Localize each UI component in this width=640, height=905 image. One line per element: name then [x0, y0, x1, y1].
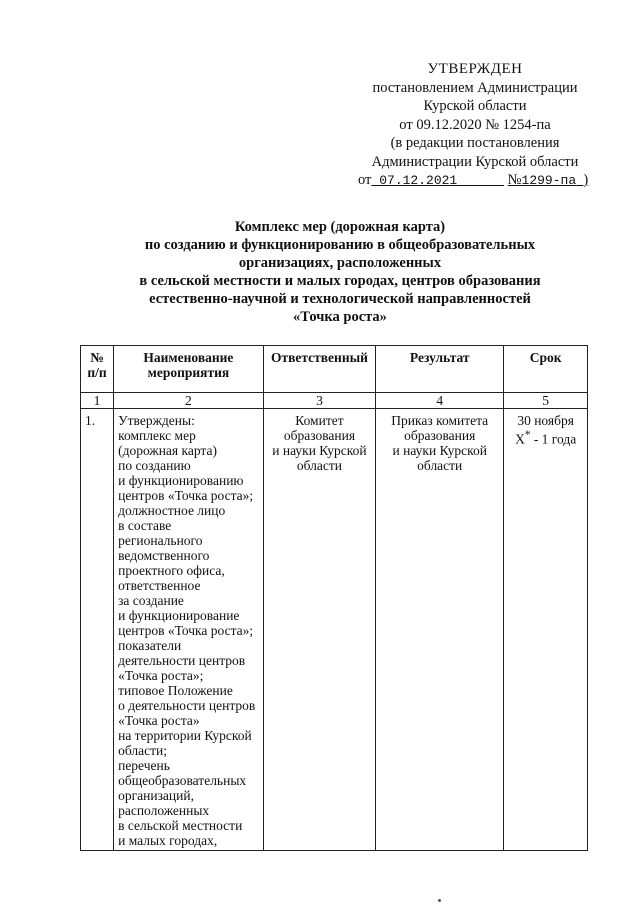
result-cell: Приказ комитета образования и науки Курской области [376, 409, 504, 851]
name-line: организаций, [118, 788, 194, 803]
approval-line: (в редакции постановления [390, 135, 560, 151]
name-line: о деятельности центров [118, 698, 256, 713]
date-prefix: от [358, 172, 372, 188]
name-line: ответственное [118, 578, 201, 593]
number-field [508, 172, 589, 188]
roadmap-table [80, 345, 588, 851]
name-line: области; [118, 743, 167, 758]
approval-line: от 09.12.2020 № 1254-па [399, 116, 551, 133]
name-line: комплекс мер [118, 428, 196, 443]
name-line: деятельности центров [118, 653, 246, 668]
column-number: 2 [114, 393, 264, 409]
title-line: по созданию и функционированию в общеобразовательных [144, 237, 536, 253]
scan-dot [438, 899, 441, 902]
name-line: по созданию [118, 458, 191, 473]
approval-line: Администрации Курской области [371, 153, 579, 170]
name-line: расположенных [118, 803, 210, 818]
name-line: типовое Положение [118, 683, 233, 698]
header-responsible: Ответственный [263, 346, 375, 393]
name-line: за создание [118, 593, 184, 608]
name-line: регионального [118, 533, 203, 548]
approval-line: постановлением Администрации [372, 79, 578, 96]
column-number: 1 [81, 393, 114, 409]
name-line: Утверждены: [118, 413, 195, 428]
row-number: 1. [81, 409, 114, 851]
deadline-cell [504, 409, 588, 851]
title-line: организациях, расположенных [238, 255, 442, 271]
header-deadline: Срок [504, 346, 588, 393]
responsible-cell: Комитет образования и науки Курской области [263, 409, 375, 851]
column-number: 5 [504, 393, 588, 409]
table-header-row [81, 346, 588, 393]
name-line: и малых городах, [118, 833, 218, 848]
number-value: 1299-па [521, 173, 577, 188]
name-line: и функционированию [118, 473, 244, 488]
column-number-row [81, 393, 588, 409]
name-line: общеобразовательных [118, 773, 247, 788]
name-line: в составе [118, 518, 172, 533]
title-line: в сельской местности и малых городах, центров образования [139, 273, 541, 289]
number-prefix: № [507, 172, 522, 188]
name-line: в сельской местности [118, 818, 243, 833]
name-line: проектного офиса, [118, 563, 225, 578]
name-line: и функционирование [118, 608, 240, 623]
header-number: № п/п [81, 346, 114, 393]
name-line: на территории Курской [118, 728, 252, 743]
document-title [80, 218, 600, 326]
column-number: 3 [263, 393, 375, 409]
table-row [81, 409, 588, 851]
name-line: (дорожная карта) [118, 443, 217, 458]
closing-paren: ) [583, 172, 589, 188]
header-result: Результат [376, 346, 504, 393]
name-line: «Точка роста»; [118, 668, 204, 683]
title-line: Комплекс мер (дорожная карта) [234, 219, 446, 235]
name-line: должностное лицо [118, 503, 226, 518]
deadline-year-line: X* - 1 года [515, 429, 577, 447]
row-name-cell [114, 409, 264, 851]
name-line: центров «Точка роста»; [118, 623, 254, 638]
approval-stamp [330, 60, 620, 191]
column-number: 4 [376, 393, 504, 409]
approval-heading: УТВЕРЖДЕН [427, 61, 523, 77]
header-name: Наименование мероприятия [114, 346, 264, 393]
name-line: «Точка роста» [118, 713, 200, 728]
deadline-line: 30 ноября [517, 413, 574, 428]
name-line: показатели [118, 638, 182, 653]
title-line: естественно-научной и технологической направленностей [149, 291, 531, 307]
date-value: 07.12.2021 [379, 173, 458, 188]
title-line: «Точка роста» [293, 309, 387, 325]
name-line: центров «Точка роста»; [118, 488, 254, 503]
approval-line: Курской области [423, 98, 527, 114]
name-line: ведомственного [118, 548, 210, 563]
name-line: перечень [118, 758, 170, 773]
approval-dateline [330, 171, 620, 191]
